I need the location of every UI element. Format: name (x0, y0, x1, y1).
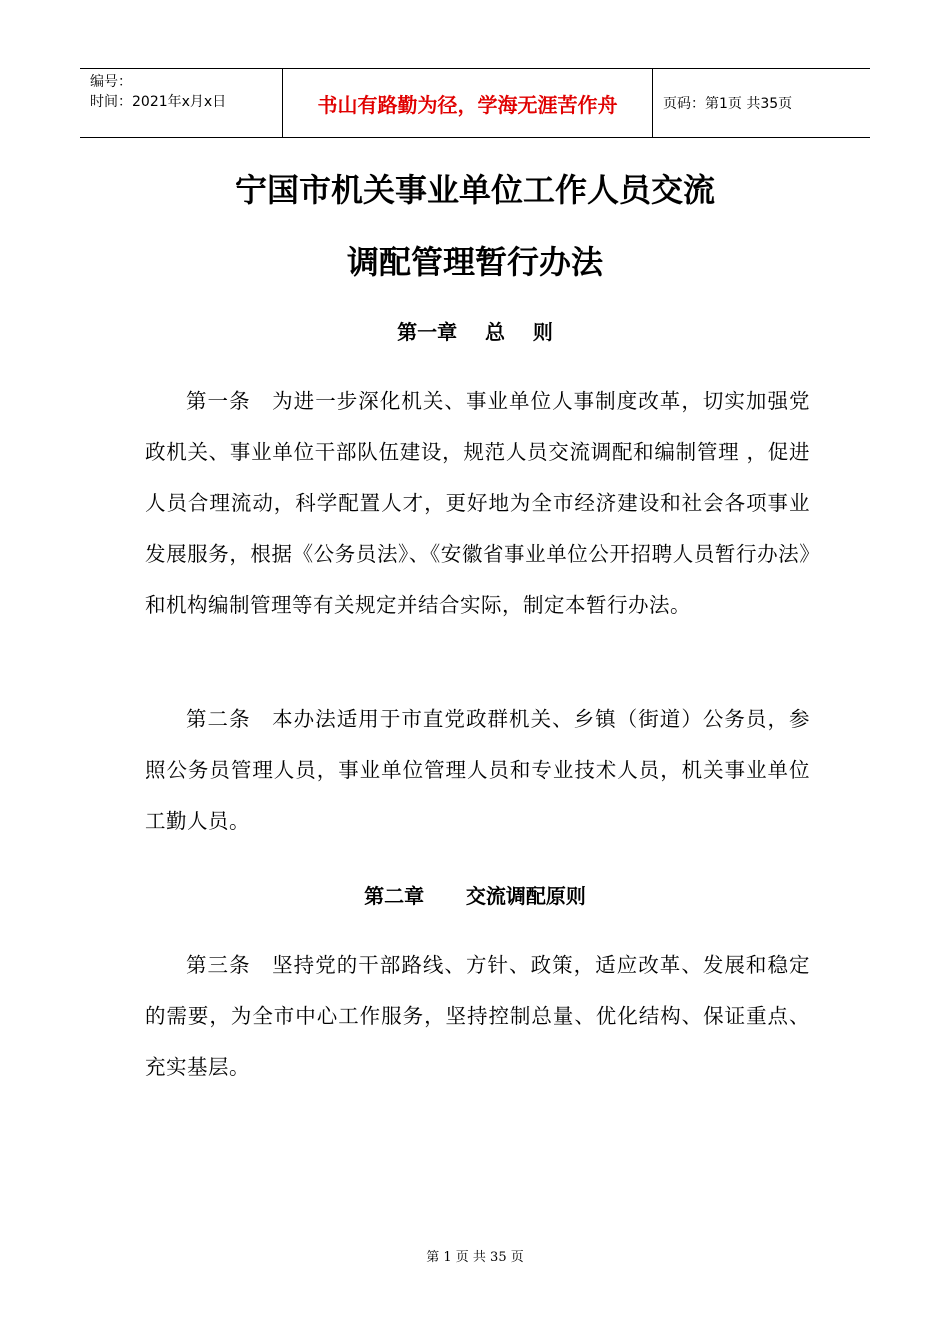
header-meta (80, 69, 282, 137)
chapter-1-heading: 第一章 总 则 (397, 320, 553, 344)
article-2: 第二条 本办法适用于市直党政群机关、乡镇（街道）公务员，参照公务员管理人员，事业单位管理人员和专业技术人员，机关事业单位工勤人员。 (145, 707, 810, 833)
article-3: 第三条 坚持党的干部路线、方针、政策，适应改革、发展和稳定的需要，为全市中心工作服务，坚持控制总量、优化结构、保证重点、充实基层。 (145, 953, 810, 1079)
document-title-line2: 调配管理暂行办法 (346, 243, 603, 281)
number-label: 编号： (90, 74, 132, 90)
document-title-line1: 宁国市机关事业单位工作人员交流 (234, 171, 715, 209)
header-motto: 书山有路勤为径，学海无涯苦作舟 (282, 69, 653, 137)
chapter-2-heading: 第二章 交流调配原则 (364, 884, 586, 908)
page-header (80, 68, 870, 138)
page-footer: 第 1 页 共 35 页 (426, 1250, 524, 1265)
header-page-info: 页码：第1页 共35页 (663, 96, 793, 112)
article-1: 第一条 为进一步深化机关、事业单位人事制度改革，切实加强党政机关、事业单位干部队伍建设，规范人员交流调配和编制管理 ，促进人员合理流动，科学配置人才，更好地为全市经济建设和社会各项事业发展服务，根据《公务员法》、《安徽省事业单位公开招聘人员暂行办法》和机构编制管理等有关规定并结合实际，制定本暂行办法。 (145, 389, 810, 617)
time-label: 时间：2021年x月x日 (90, 94, 227, 110)
